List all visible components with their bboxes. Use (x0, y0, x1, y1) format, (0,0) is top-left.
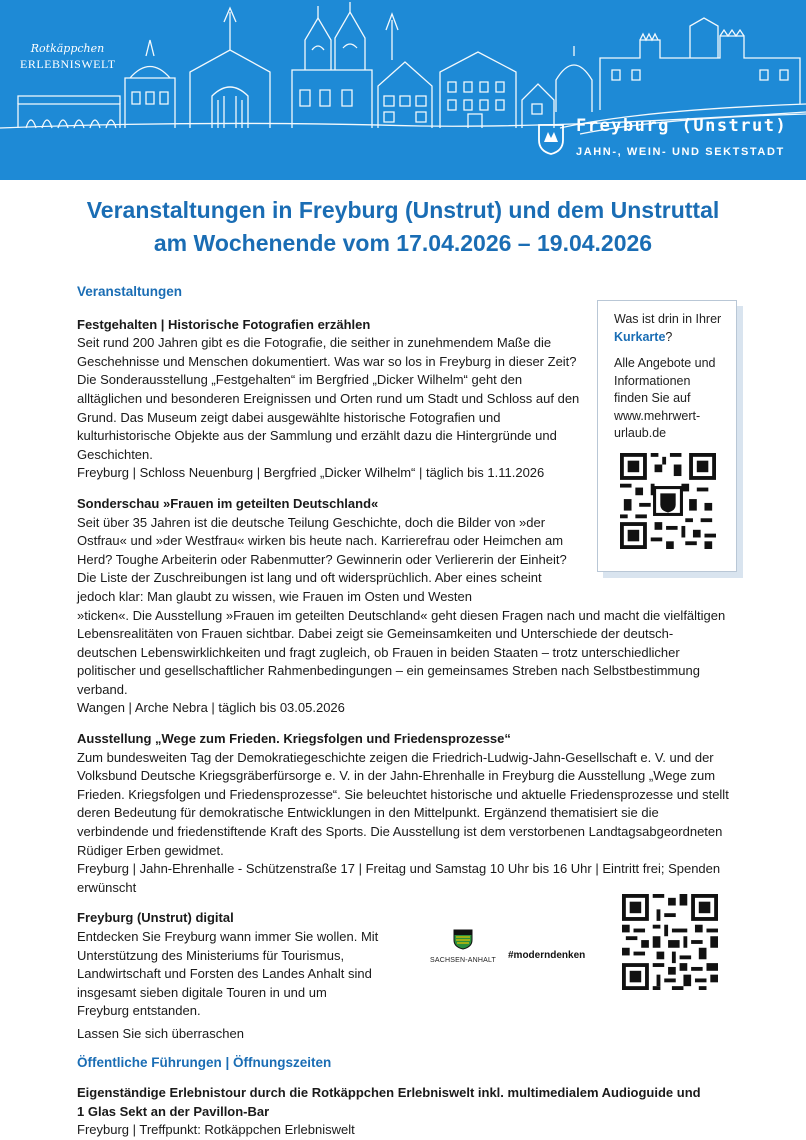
section-heading-tours: Öffentliche Führungen | Öffnungszeiten (77, 1054, 332, 1070)
event-title: Ausstellung „Wege zum Frieden. Kriegsfolgen und Friedensprozesse“ (77, 731, 511, 747)
digital-description: Entdecken Sie Freyburg wann immer Sie wollen. Mit Unterstützung des Ministeriums für Tourismus, Landwirtschaft und Forsten des Landes Anhalt sind insgesamt sieben digitale Touren in und um Freyburg entstanden. (77, 929, 379, 1019)
event-festgehalten (77, 316, 732, 483)
event-description: Zum bundesweiten Tag der Demokratiegeschichte zeigen die Friedrich-Ludwig-Jahn-Gesellschaft e. V. und der Volksbund Deutsche Kriegsgräberfürsorge e. V. in der Jahn-Ehrenhalle in Freyburg die Ausstellung „Wege zum Frieden. Kriegsfolgen und Friedensprozesse“. Sie beleuchtet historische und aktuelle Friedensprozesse und stellt deren Bedeutung für demokratische Entwicklungen in den Mittelpunkt. Ergänzend thematisiert sie die verbindende und friedenstiftende Kraft des Sports. Die Ausstellung ist dem verstorbenen Landtagsabgeordneten Rüdiger Erben gewidmet. (77, 749, 729, 858)
sachsen-anhalt-crest-icon (452, 928, 474, 950)
section-heading-events: Veranstaltungen (77, 284, 183, 299)
main-content (77, 283, 732, 1140)
city-tagline: JAHN-, WEIN- UND SEKTSTADT (576, 146, 785, 158)
city-crest-icon (536, 122, 566, 156)
tour-erlebnistour (77, 1084, 732, 1140)
tour-title: Eigenständige Erlebnistour durch die Rotkäppchen Erlebniswelt inkl. multimedialem Audioguide und 1 Glas Sekt an der Pavillon-Bar (77, 1085, 701, 1119)
header-banner (0, 0, 806, 180)
kurkarte-highlight: Kurkarte (614, 329, 666, 344)
digital-tours-qr-code-icon[interactable] (622, 894, 718, 990)
sachsen-anhalt-logo (428, 928, 498, 964)
event-title: Festgehalten | Historische Fotografien erzählen (77, 316, 371, 332)
kurkarte-text: Alle Angebote und Informationen finden Sie auf www.mehrwert-urlaub.de (614, 356, 716, 440)
event-info: Wangen | Arche Nebra | täglich bis 03.05.2026 (77, 700, 345, 716)
digital-closing: Lassen Sie sich überraschen (77, 1025, 244, 1041)
brand-caps-text: ERLEBNISWELT (20, 57, 116, 71)
page-title (0, 194, 806, 260)
event-description-part-2: »ticken«. Die Ausstellung »Frauen im geteilten Deutschland« geht diesen Fragen nach und macht die vielfältigen Lebensrealitäten von Frauen sichtbar. Dabei zeigt sie Gemeinsamkeiten und Unterschiede der deutsch-deutschen Lebenswirklichkeiten und fragt zugleich, ob Frauen in beiden Staaten – trotz unterschiedlicher politischer und gesellschaftlicher Rahmenbedingungen – ein gemeinsames Streben nach Selbstbestimmung verband. (77, 607, 726, 697)
event-info: Freyburg | Jahn-Ehrenhalle - Schützenstraße 17 | Freitag und Samstag 10 Uhr bis 16 Uhr | Eintritt frei; Spenden erwünscht (77, 861, 721, 895)
event-frauen-geteilt (77, 495, 732, 718)
kurkarte-question: Was ist drin in Ihrer Kurkarte? (614, 312, 722, 344)
digital-title: Freyburg (Unstrut) digital (77, 910, 234, 926)
city-name: Freyburg (Unstrut) (576, 116, 788, 136)
title-line-1: Veranstaltungen in Freyburg (Unstrut) und dem Unstruttal (86, 197, 720, 223)
event-title: Sonderschau »Frauen im geteilten Deutschland« (77, 495, 379, 511)
rotkaeppchen-logo (20, 42, 115, 72)
tour-info: Freyburg | Treffpunkt: Rotkäppchen Erlebniswelt (77, 1122, 355, 1138)
title-line-2: am Wochenende vom 17.04.2026 – 19.04.2026 (153, 230, 653, 256)
hashtag-moderndenken: #moderndenken (508, 950, 586, 961)
event-description-part-1: Seit über 35 Jahren ist die deutsche Teilung Geschichte, doch die Bilder von »der Ostfrau« und »der Westfrau« wirken bis heute nach. Karrierefrau oder Heimchen am Herd? Toughe Arbeiterin oder Rabenmutter? Gewinnerin oder Verliererin der Einheit? Die Liste der Zuschreibungen ist lang und oft widersprüchlich. Aber eines scheint jedoch klar: Man glaubt zu wissen, wie Frauen im Osten und Westen (77, 514, 567, 604)
brand-script-text: Rotkäppchen (30, 42, 105, 55)
event-description: Seit rund 200 Jahren gibt es die Fotografie, die seither in zunehmendem Maße die Geschehnisse und Menschen dokumentiert. Was war so los in Freyburg in dieser Zeit? Die Sonderausstellung „Festgehalten“ im Bergfried „Dicker Wilhelm“ geht den alltäglichen und besonderen Ereignissen und Orten rund um Stadt und Schloss auf den Grund. Das Museum zeigt dabei ausgewählte historische Fotografien und kulturhistorische Objekte aus der Sammlung und erzählt dazu die Hintergründe und Geschichten. (77, 335, 580, 462)
event-wege-zum-frieden (77, 730, 732, 897)
event-info: Freyburg | Schloss Neuenburg | Bergfried „Dicker Wilhelm“ | täglich bis 1.11.2026 (77, 465, 545, 481)
sachsen-anhalt-label: SACHSEN-ANHALT (429, 957, 497, 964)
